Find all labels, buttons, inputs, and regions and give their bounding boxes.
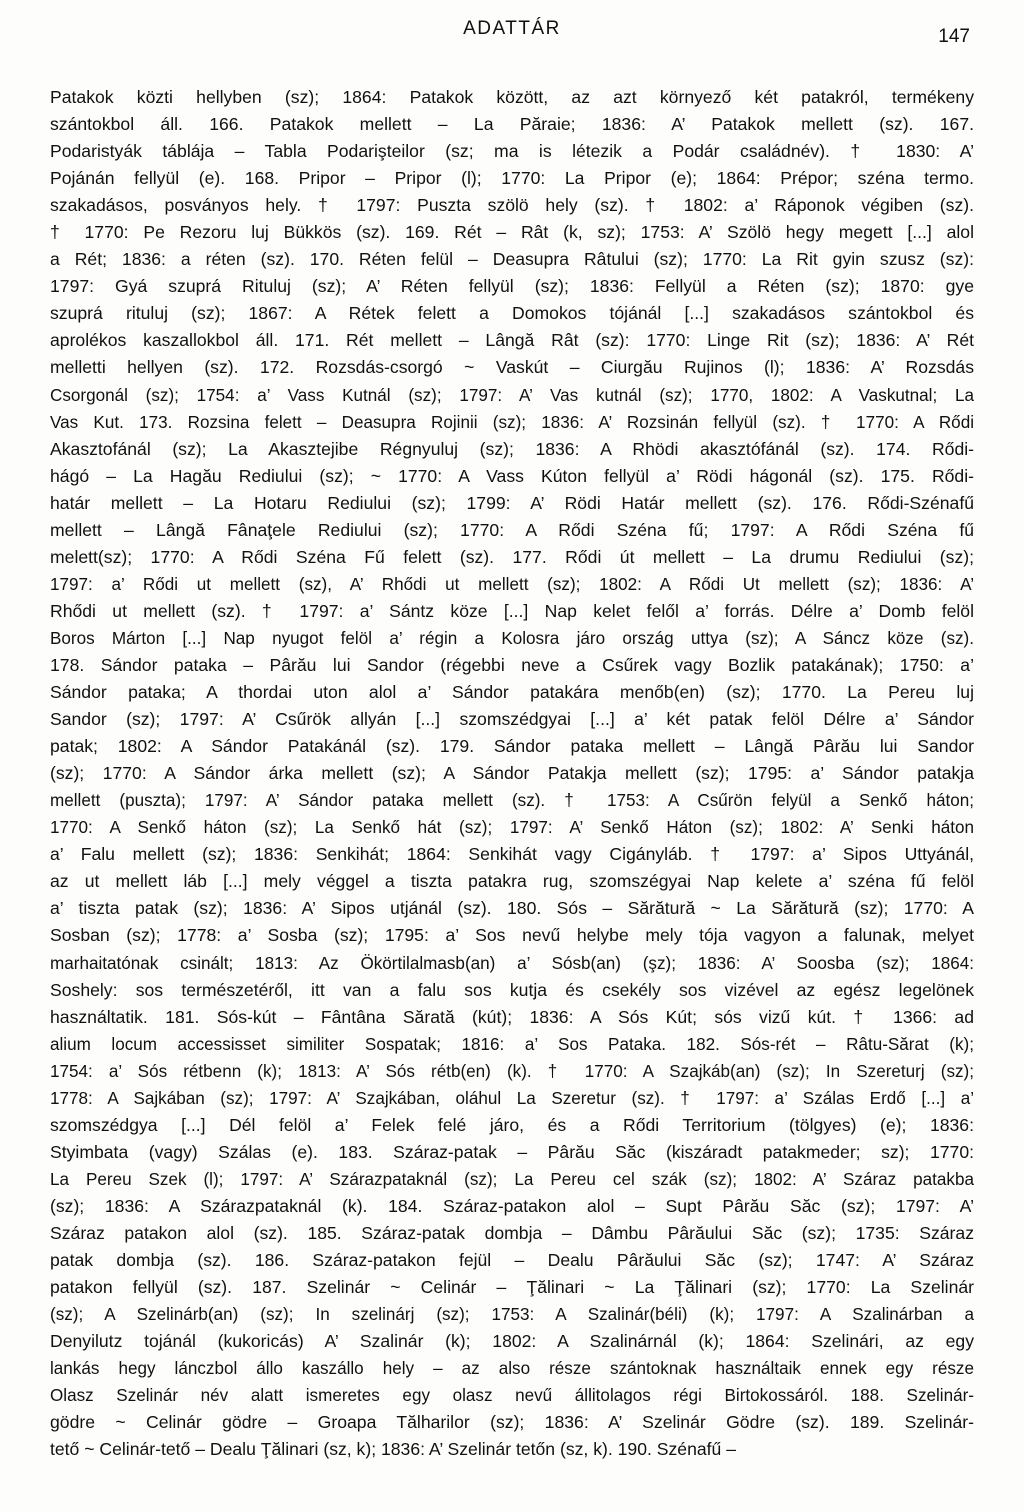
text-line: Styimbata (vagy) Szálas (e). 183. Száraz-patak – Pârău Săc (kiszáradt patakmeder; sz); 1770: [50, 1141, 974, 1162]
text-line: lankás hegy lánczbol állo kaszállo hely – az also része szántoknak használtaik ennek egy része [50, 1359, 974, 1379]
page-number: 147 [938, 26, 970, 47]
text-line: mellett – Lângă Fânaţele Rediului (sz); 1770: A Rődi Széna fű; 1797: A Rődi Széna fű [50, 519, 974, 540]
text-line: alium locum accessisset similiter Sospatak; 1816: a’ Sos Pataka. 182. Sós-rét – Râtu-Sărat (k); [50, 1034, 974, 1054]
text-line: a’ Falu mellett (sz); 1836: Senkihát; 1864: Senkihát vagy Cigányláb. † 1797: a’ Sipos Uttyánál, [50, 844, 974, 865]
text-line: használtatik. 181. Sós-kút – Fântâna Sărată (kút); 1836: A Sós Kút; sós vizű kút. † 1366: ad [50, 1006, 974, 1027]
text-line: hágó – La Hagău Rediului (sz); ~ 1770: A Vass Kúton fellyül a’ Rödi hágonál (sz). 175. Rődi- [50, 465, 974, 486]
text-line: (sz); A Szelinárb(an) (sz); In szelinárj (sz); 1753: A Szalinár(béli) (k); 1797: A Szalinárban a [50, 1305, 974, 1325]
text-line: melett(sz); 1770: A Rődi Széna Fű felett (sz). 177. Rődi út mellett – La drumu Rediului (sz); [50, 546, 974, 567]
text-line: gödre ~ Celinár gödre – Groapa Tălharilor (sz); 1836: A’ Szelinár Gödre (sz). 189. Szelinár- [50, 1412, 974, 1433]
text-line: Pojánán fellyül (e). 168. Pripor – Pripor (l); 1770: La Pripor (e); 1864: Prépor; széna termo. [50, 168, 974, 189]
text-line: Vas Kut. 173. Rozsina felett – Deasupra Rojinii (sz); 1836: A’ Rozsinán fellyül (sz). † 1770: A Rődi [50, 412, 974, 432]
text-line: Sándor pataka; A thordai uton alol a’ Sándor patakára menőb(en) (sz); 1770. La Pereu luj [50, 682, 974, 703]
text-line: Száraz patakon alol (sz). 185. Száraz-patak dombja – Dâmbu Pârăului Săc (sz); 1735: Száraz [50, 1222, 974, 1243]
text-line: 178. Sándor pataka – Pârău lui Sandor (régebbi neve a Csűrek vagy Bozlik patakának); 1750: a’ [50, 654, 974, 675]
text-line: 1797: Gyá szuprá Rituluj (sz); A’ Réten fellyül (sz); 1836: Fellyül a Réten (sz); 1870: gye [50, 276, 974, 297]
body-text [50, 84, 974, 1463]
text-line: † 1770: Pe Rezoru luj Bükkös (sz). 169. Rét – Rât (k, sz); 1753: A’ Szölö hegy megett [...] alol [50, 222, 974, 243]
text-line: Soshely: sos természetéről, itt van a falu sos kutja és csekély sos vizével az egész legelönek [50, 979, 974, 1000]
text-line: Podaristyák táblája – Tabla Podarişteilor (sz; ma is létezik a Podár családnév). † 1830: A’ [50, 141, 974, 162]
running-title: ADATTÁR [463, 18, 561, 39]
text-line: a Rét; 1836: a réten (sz). 170. Réten felül – Deasupra Râtului (sz); 1770: La Rit gyin szusz (sz): [50, 249, 974, 270]
text-line: patak dombja (sz). 186. Száraz-patakon fejül – Dealu Pârăului Săc (sz); 1747: A’ Száraz [50, 1250, 974, 1271]
text-line: szuprá rituluj (sz); 1867: A Rétek felett a Domokos tójánál [...] szakadásos szántokbol és [50, 303, 974, 324]
text-line: Olasz Szelinár név alatt ismeretes egy olasz nevű állitolagos régi Birtokossáról. 188. Szelinár- [50, 1386, 974, 1406]
text-line: aprolékos kaszallokbol áll. 171. Rét mellett – Lângă Rât (sz): 1770: Linge Rit (sz); 1836: A’ Rét [50, 330, 974, 351]
text-line: Csorgonál (sz); 1754: a’ Vass Kutnál (sz); 1797: A’ Vas kutnál (sz); 1770, 1802: A Vaskutnal; La [50, 385, 974, 405]
text-line: Sosban (sz); 1778: a’ Sosba (sz); 1795: a’ Sos nevű helybe mely tója vagyon a falunak, melyet [50, 925, 974, 946]
text-line: Denyilutz tojánál (kukoricás) A’ Szalinár (k); 1802: A Szalinárnál (k); 1864: Szelinári, az egy [50, 1331, 974, 1352]
text-line: szakadásos, posványos hely. † 1797: Puszta szölö hely (sz). † 1802: a’ Ráponok végiben (sz). [50, 195, 974, 216]
text-line: 1770: A Senkő háton (sz); La Senkő hát (sz); 1797: A’ Senkő Háton (sz); 1802: A’ Senki háton [50, 818, 974, 838]
text-line: Sandor (sz); 1797: A’ Csűrök allyán [...] szomszédgyai [...] a’ két patak felöl Délre a’ Sándor [50, 709, 974, 730]
text-line: a’ tiszta patak (sz); 1836: A’ Sipos utjánál (sz). 180. Sós – Sărătură ~ La Sărătură (sz); 1770: A [50, 898, 974, 919]
text-line: szántokbol áll. 166. Patakok mellett – La Păraie; 1836: A’ Patakok mellett (sz). 167. [50, 114, 974, 135]
text-line: patakon fellyül (sz). 187. Szelinár ~ Celinár – Ţălinari ~ La Ţălinari (sz); 1770: La Szelinár [50, 1277, 974, 1298]
text-line: 1797: a’ Rődi ut mellett (sz), A’ Rhődi ut mellett (sz); 1802: A Rődi Ut mellett (sz); 1836: A’ [50, 574, 974, 594]
text-line: Boros Márton [...] Nap nyugot felöl a’ régin a Kolosra járo ország uttya (sz); A Sáncz köze (sz). [50, 628, 974, 648]
text-line: (sz); 1836: A Szárazpataknál (k). 184. Száraz-patakon alol – Supt Pârău Săc (sz); 1797: A’ [50, 1195, 974, 1216]
text-line: tető ~ Celinár-tető – Dealu Ţălinari (sz, k); 1836: A’ Szelinár tetőn (sz, k). 190. Szénafű – [50, 1439, 737, 1460]
text-line: szomszédgya [...] Dél felöl a’ Felek felé járo, és a Rődi Territorium (tölgyes) (e); 1836: [50, 1114, 974, 1135]
text-line: határ mellett – La Hotaru Rediului (sz); 1799: A’ Rödi Határ mellett (sz). 176. Rődi-Szénafű [50, 492, 974, 513]
text-line: az ut mellett láb [...] mely véggel a tiszta patakra rug, szomszégyai Nap kelete a’ széna fű felöl [50, 871, 974, 892]
running-head [0, 18, 1024, 48]
text-line: marhaitatónak csinált; 1813: Az Ökörtilalmasb(an) a’ Sósb(an) (şz); 1836: A’ Soosba (sz); 1864: [50, 953, 974, 973]
text-line: Patakok közti hellyben (sz); 1864: Patakok között, az azt környező két patakról, termékeny [50, 87, 974, 107]
text-line: La Pereu Szek (l); 1797: A’ Szárazpataknál (sz); La Pereu cel szák (sz); 1802: A’ Száraz patakba [50, 1169, 974, 1189]
text-line: 1778: A Sajkában (sz); 1797: A’ Szajkában, oláhul La Szeretur (sz). † 1797: a’ Szálas Erdő [...] a’ [50, 1088, 974, 1108]
text-line: (sz); 1770: A Sándor árka mellett (sz); A Sándor Patakja mellett (sz); 1795: a’ Sándor patakja [50, 763, 974, 784]
text-line: melletti hellyen (sz). 172. Rozsdás-csorgó ~ Vaskút – Ciurgău Rujinos (l); 1836: A’ Rozsdás [50, 357, 974, 378]
text-line: 1754: a’ Sós rétbenn (k); 1813: A’ Sós rétb(en) (k). † 1770: A Szajkáb(an) (sz); In Szereturj (sz); [50, 1061, 974, 1081]
text-line: Rhődi ut mellett (sz). † 1797: a’ Sántz köze [...] Nap kelet felől a’ forrás. Délre a’ Domb felöl [50, 600, 974, 621]
text-line: mellett (puszta); 1797: A’ Sándor pataka mellett (sz). † 1753: A Csűrön felyül a Senkő háton; [50, 791, 974, 811]
text-line: Akasztofánál (sz); La Akasztejibe Régnyuluj (sz); 1836: A Rhödi akasztófánál (sz). 174. Rődi- [50, 438, 974, 459]
text-line: patak; 1802: A Sándor Patakánál (sz). 179. Sándor pataka mellett – Lângă Pârău lui Sandor [50, 736, 974, 757]
